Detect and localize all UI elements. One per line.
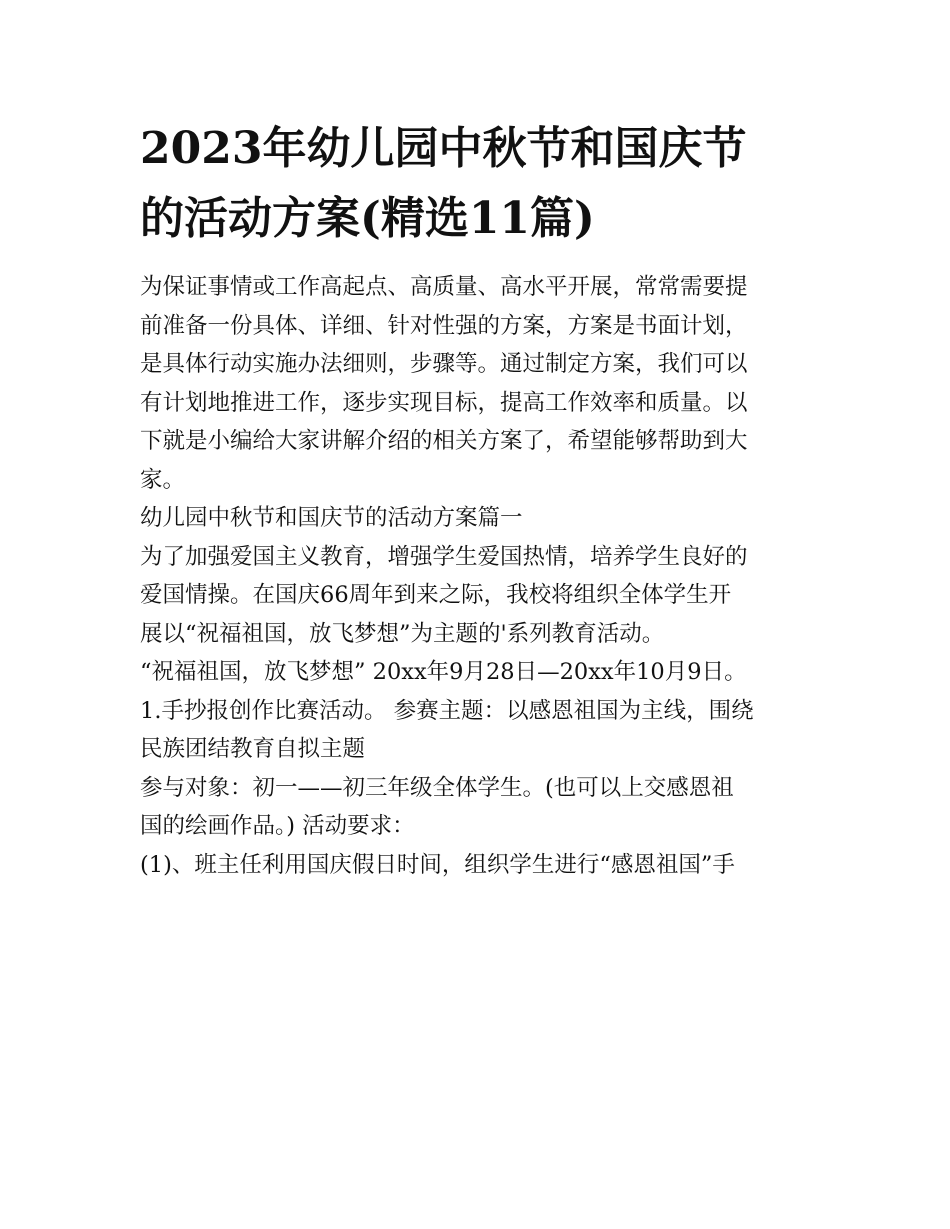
title-line: 的活动方案(精选11篇) — [140, 193, 595, 244]
title-line: 2023年幼儿园中秋节和国庆节 — [140, 123, 747, 174]
body-line: 为了加强爱国主义教育，增强学生爱国热情，培养学生良好的 — [140, 543, 748, 570]
body-line: (1)、班主任利用国庆假日时间，组织学生进行“感恩祖国”手 — [140, 851, 735, 878]
body-line: 民族团结教育自拟主题 — [140, 736, 366, 762]
intro-line: 下就是小编给大家讲解介绍的相关方案了，希望能够帮助到大 — [140, 428, 748, 454]
intro-line: 有计划地推进工作，逐步实现目标，提高工作效率和质量。以 — [140, 389, 748, 416]
body-line: 爱国情操。在国庆66周年到来之际，我校将组织全体学生开 — [140, 582, 732, 608]
body-line: 参与对象：初一——初三年级全体学生。(也可以上交感恩祖 — [140, 774, 734, 801]
section-heading: 幼儿园中秋节和国庆节的活动方案篇一 — [140, 505, 523, 531]
intro-line: 前准备一份具体、详细、针对性强的方案，方案是书面计划， — [140, 312, 748, 339]
body-line: 国的绘画作品。) 活动要求： — [140, 813, 415, 839]
body-line: 1.手抄报创作比赛活动。 参赛主题：以感恩祖国为主线，围绕 — [140, 697, 754, 724]
intro-line: 家。 — [140, 466, 186, 493]
intro-line: 为保证事情或工作高起点、高质量、高水平开展，常常需要提 — [140, 274, 748, 300]
body-line: 展以“祝福祖国，放飞梦想”为主题的'系列教育活动。 — [140, 620, 665, 647]
document-body — [140, 268, 820, 884]
document-content — [140, 114, 820, 884]
document-title — [140, 114, 820, 254]
intro-line: 是具体行动实施办法细则，步骤等。通过制定方案，我们可以 — [140, 351, 748, 377]
body-line: “祝福祖国，放飞梦想” 20xx年9月28日—20xx年10月9日。 — [140, 659, 747, 685]
